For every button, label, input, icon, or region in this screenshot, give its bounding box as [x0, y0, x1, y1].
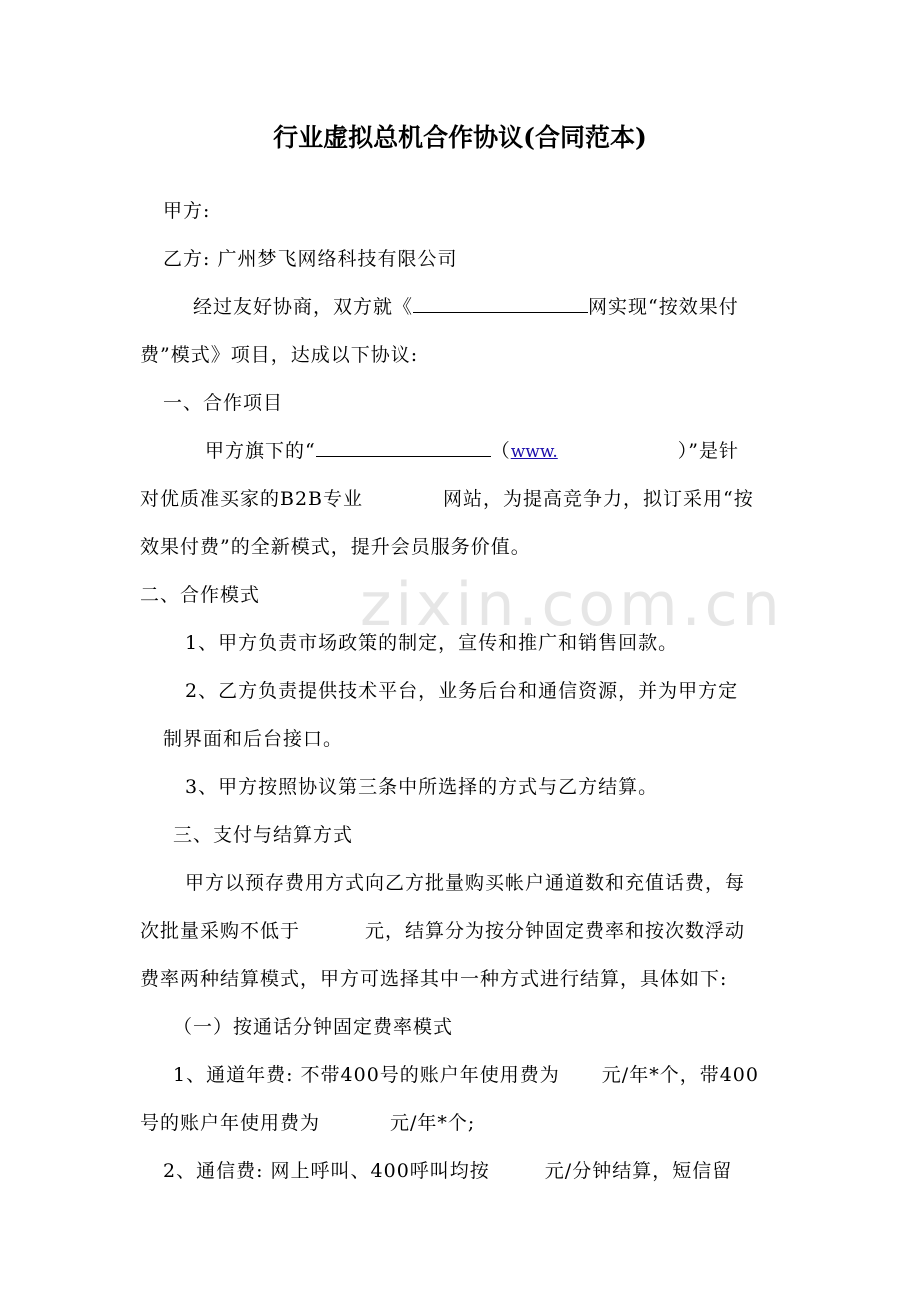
s1-line-1	[205, 436, 739, 463]
s3-text-b: 元，结算分为按分钟固定费率和按次数浮动	[365, 920, 746, 942]
intro-line-1	[193, 292, 739, 319]
s2-item-3: 3、甲方按照协议第三条中所选择的方式与乙方结算。	[185, 776, 659, 798]
s3-item-1-line-1	[173, 1060, 759, 1087]
party-b-line: 乙方: 广州梦飞网络科技有限公司	[163, 248, 458, 270]
s3-i2-text-a: 2、通信费: 网上呼叫、400呼叫均按	[163, 1160, 490, 1182]
section-3-heading: 三、支付与结算方式	[173, 824, 354, 846]
s2-item-2-line-1: 2、乙方负责提供技术平台，业务后台和通信资源，并为甲方定	[185, 680, 739, 702]
s3-line-2	[140, 916, 745, 943]
intro-text-b: 网实现“按效果付	[588, 296, 739, 318]
watermark: zixin.com.cn	[360, 570, 784, 640]
s3-i1-text-d: 元/年*个;	[390, 1112, 476, 1134]
project-name-blank[interactable]	[413, 292, 588, 313]
s3-text-a: 次批量采购不低于	[140, 920, 301, 942]
s1-text-e: 网站，为提高竞争力，拟订采用“按	[443, 488, 754, 510]
s1-text-c: ）”是针	[677, 440, 739, 462]
document-title: 行业虚拟总机合作协议(合同范本)	[273, 123, 647, 152]
s3-i1-text-a: 1、通道年费: 不带400号的账户年使用费为	[173, 1064, 560, 1086]
s3-i1-text-b: 元/年*个，带400	[601, 1064, 759, 1086]
s1-text-a: 甲方旗下的“	[205, 440, 316, 462]
section-1-heading: 一、合作项目	[163, 392, 284, 414]
party-a-label: 甲方:	[163, 200, 211, 222]
intro-line-2: 费”模式》项目，达成以下协议:	[140, 344, 419, 366]
section-2-heading: 二、合作模式	[140, 584, 261, 606]
s3-i1-text-c: 号的账户年使用费为	[140, 1112, 321, 1134]
s3-line-1: 甲方以预存费用方式向乙方批量购买帐户通道数和充值话费，每	[185, 872, 746, 894]
website-url-link[interactable]: www.	[510, 442, 558, 462]
s1-text-d: 对优质准买家的B2B专业	[140, 488, 364, 510]
s3-item-2-line-1	[163, 1156, 732, 1183]
s3-item-1-line-2	[140, 1108, 475, 1135]
intro-text-a: 经过友好协商，双方就《	[193, 296, 414, 318]
s3-subheading-1: （一）按通话分钟固定费率模式	[173, 1016, 454, 1038]
s3-i2-text-b: 元/分钟结算，短信留	[544, 1160, 733, 1182]
s1-line-2	[140, 484, 754, 511]
s1-line-3: 效果付费”的全新模式，提升会员服务价值。	[140, 536, 531, 558]
party-a-line	[163, 196, 210, 223]
s3-line-3: 费率两种结算模式，甲方可选择其中一种方式进行结算，具体如下:	[140, 968, 728, 990]
s2-item-2-line-2: 制界面和后台接口。	[163, 728, 344, 750]
s1-text-b: （	[490, 440, 511, 462]
s2-item-1: 1、甲方负责市场政策的制定，宣传和推广和销售回款。	[185, 632, 679, 654]
website-name-blank[interactable]	[316, 436, 491, 457]
